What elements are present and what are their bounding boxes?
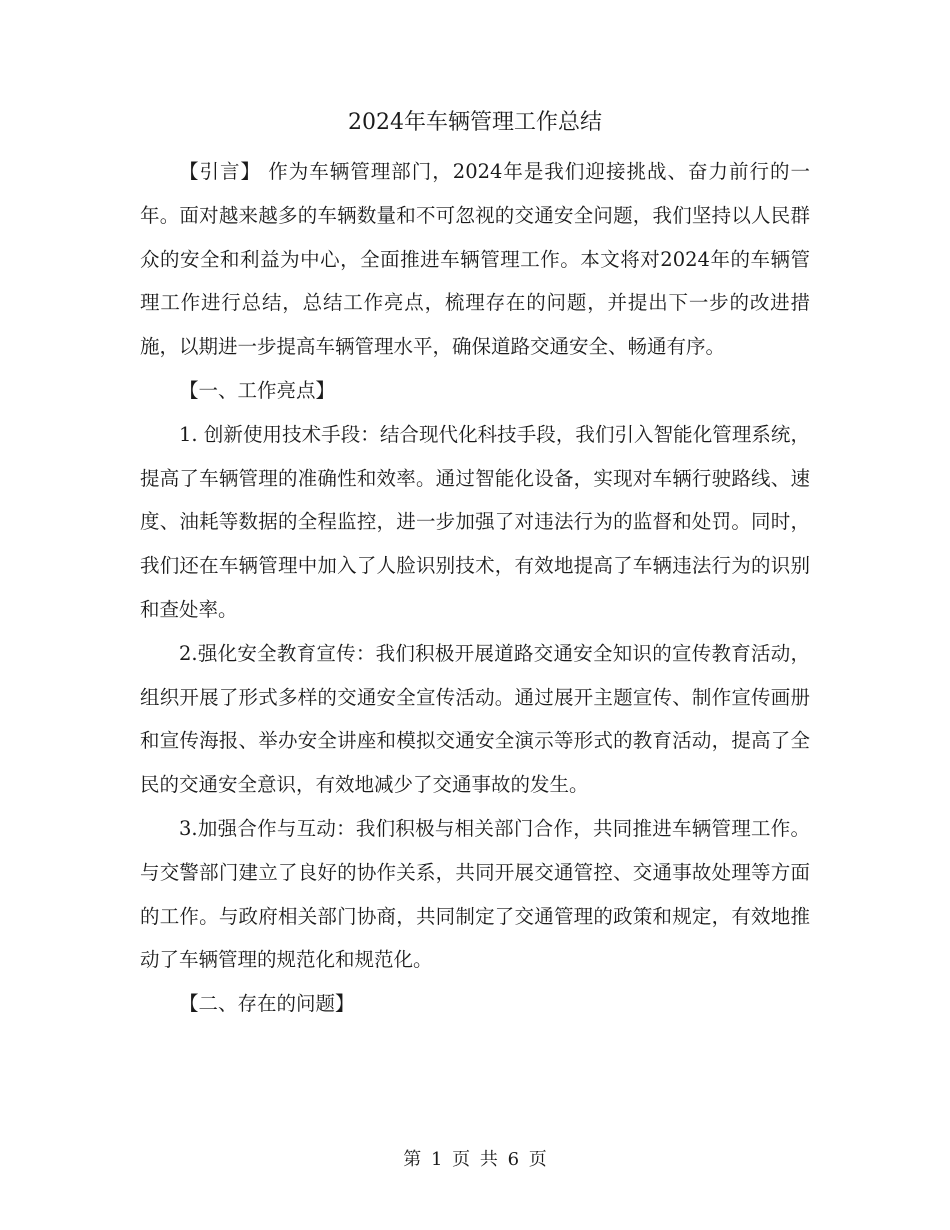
highlight-item-3: 3.加强合作与互动：我们积极与相关部门合作，共同推进车辆管理工作。与交警部门建立了良好的协作关系，共同开展交通管控、交通事故处理等方面的工作。与政府相关部门协商，共同制定了交通管理的政策和规定，有效地推动了车辆管理的规范化和规范化。 bbox=[140, 816, 810, 972]
page-footer: 第 1 页 共 6 页 bbox=[403, 1149, 547, 1170]
page-title: 2024年车辆管理工作总结 bbox=[348, 110, 602, 135]
section-heading-highlights: 【一、工作亮点】 bbox=[179, 378, 336, 402]
section-heading-problems: 【二、存在的问题】 bbox=[179, 992, 355, 1016]
highlight-item-1: 1. 创新使用技术手段：结合现代化科技手段，我们引入智能化管理系统，提高了车辆管理的准确性和效率。通过智能化设备，实现对车辆行驶路线、速度、油耗等数据的全程监控，进一步加强了对违法行为的监督和处罚。同时，我们还在车辆管理中加入了人脸识别技术，有效地提高了车辆违法行为的识别和查处率。 bbox=[140, 422, 810, 621]
intro-paragraph: 【引言】 作为车辆管理部门，2024年是我们迎接挑战、奋力前行的一年。面对越来越多的车辆数量和不可忽视的交通安全问题，我们坚持以人民群众的安全和利益为中心，全面推进车辆管理工作。本文将对2024年的车辆管理工作进行总结，总结工作亮点，梳理存在的问题，并提出下一步的改进措施，以期进一步提高车辆管理水平，确保道路交通安全、畅通有序。 bbox=[140, 160, 810, 359]
document-body bbox=[140, 150, 810, 1026]
highlight-item-2: 2.强化安全教育宣传：我们积极开展道路交通安全知识的宣传教育活动，组织开展了形式多样的交通安全宣传活动。通过展开主题宣传、制作宣传画册和宣传海报、举办安全讲座和模拟交通安全演示等形式的教育活动，提高了全民的交通安全意识，有效地减少了交通事故的发生。 bbox=[140, 641, 810, 797]
